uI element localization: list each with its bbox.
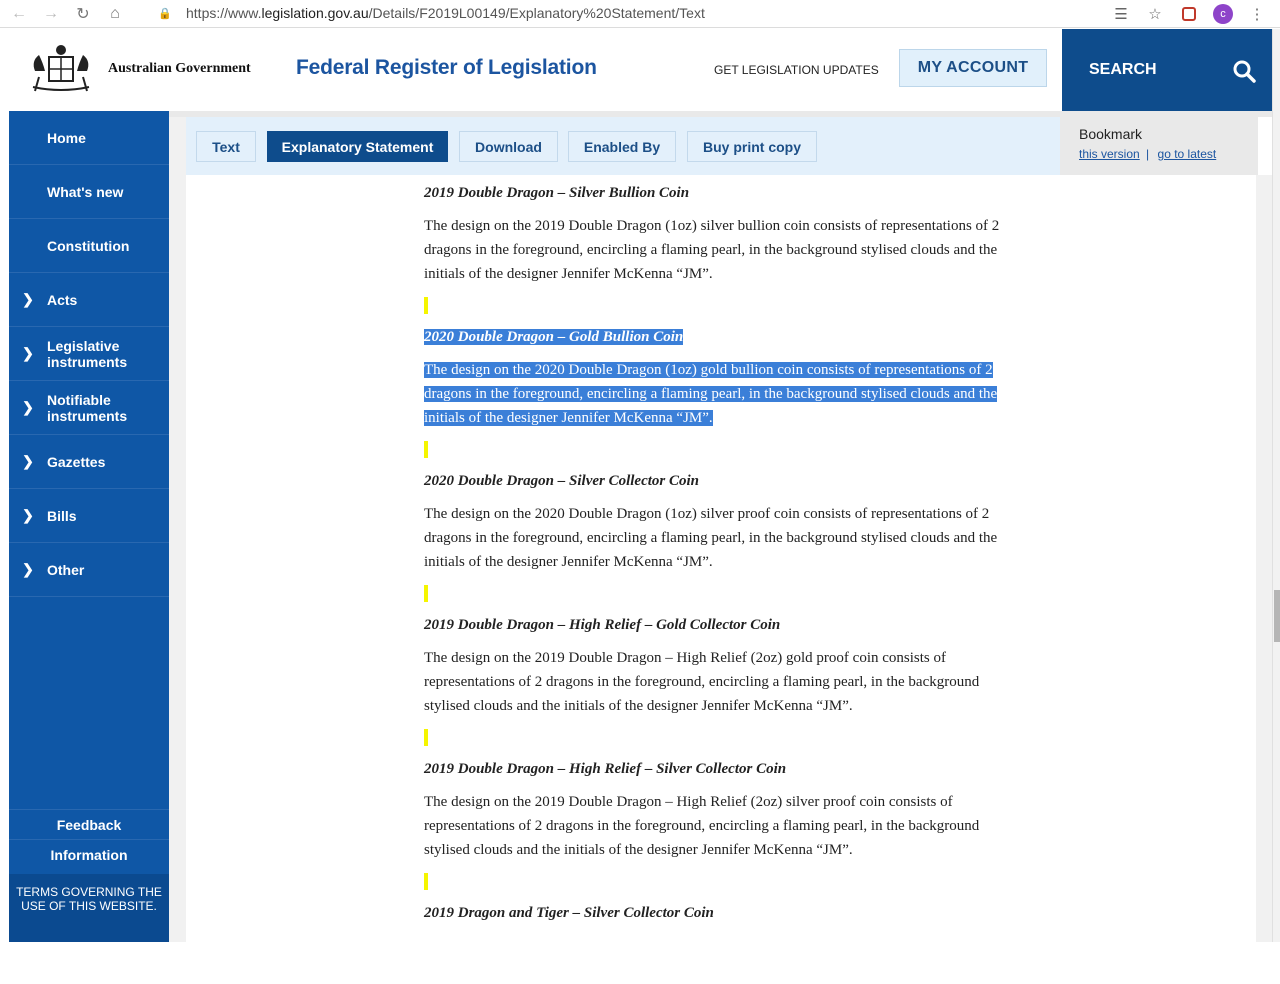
chevron-right-icon: ❯ [22, 291, 34, 307]
legislation-updates-link[interactable]: GET LEGISLATION UPDATES [714, 63, 879, 77]
sidebar-item-other[interactable] [9, 543, 169, 597]
sidebar-item-label: Constitution [47, 237, 130, 254]
content-gutter [169, 117, 186, 942]
sidebar-item-label: Acts [47, 291, 78, 308]
page-bottom [0, 942, 1280, 984]
forward-icon[interactable]: → [43, 4, 59, 22]
address-bar[interactable] [148, 2, 1203, 24]
sidebar-item-label: Notifiable instruments [47, 391, 128, 424]
sidebar-item-label: Home [47, 129, 86, 146]
bookmark-separator: | [1146, 147, 1150, 161]
sidebar-item-home[interactable] [9, 111, 169, 165]
section-heading [424, 329, 683, 346]
url-host: legislation.gov.au [261, 5, 369, 21]
url-prefix: https://www. [186, 5, 262, 21]
sidebar-item-constitution[interactable] [9, 219, 169, 273]
section-heading: 2019 Double Dragon – High Relief – Gold Collector Coin [424, 617, 781, 633]
translate-icon[interactable]: ☰ [1114, 6, 1128, 23]
tab-enabled-by[interactable]: Enabled By [568, 131, 676, 162]
section-paragraph: The design on the 2019 Double Dragon – High Relief (2oz) silver proof coin consists of representations of 2 dragons in the foreground, encircling a flaming pearl, in the background stylised clouds and the initials of the designer Jennifer McKenna “JM”. [424, 794, 980, 858]
sidebar-item-whats-new[interactable] [9, 165, 169, 219]
tab-download[interactable]: Download [459, 131, 558, 162]
my-account-button[interactable]: MY ACCOUNT [899, 49, 1047, 87]
selected-heading-text: 2020 Double Dragon – Gold Bullion Coin [424, 329, 684, 345]
window-edge [0, 29, 9, 942]
content-gutter [1256, 175, 1272, 942]
sidebar-item-bills[interactable] [9, 489, 169, 543]
scrollbar-track[interactable] [1272, 29, 1280, 942]
bookmark-title: Bookmark [1079, 126, 1143, 142]
sidebar-item-gazettes[interactable] [9, 435, 169, 489]
highlight-marker [424, 873, 428, 890]
section-heading: 2019 Double Dragon – High Relief – Silver Collector Coin [424, 761, 787, 777]
reload-icon[interactable]: ↻ [76, 5, 90, 23]
go-to-latest-link[interactable]: go to latest [1157, 147, 1217, 161]
lock-icon: 🔒 [158, 7, 172, 20]
selected-paragraph-text: The design on the 2020 Double Dragon (1oz) gold bullion coin consists of representations of 2 dragons in the foreground, encircling a flaming pearl, in the background stylised clouds and the initials of the designer Jennifer McKenna “JM”. [424, 362, 998, 426]
chevron-right-icon: ❯ [22, 507, 34, 523]
scrollbar-thumb[interactable] [1274, 590, 1280, 642]
tab-explanatory-statement[interactable]: Explanatory Statement [267, 131, 448, 162]
search-button[interactable] [1062, 29, 1272, 111]
sidebar-item-label: Gazettes [47, 453, 106, 470]
tab-text[interactable]: Text [196, 131, 256, 162]
chevron-right-icon: ❯ [22, 345, 34, 361]
browser-toolbar [0, 0, 1280, 28]
site-header [9, 29, 1062, 111]
site-title[interactable]: Federal Register of Legislation [296, 56, 597, 79]
chevron-right-icon: ❯ [22, 399, 34, 415]
highlight-marker [424, 441, 428, 458]
government-name: Australian Government [108, 61, 251, 76]
url-path: /Details/F2019L00149/Explanatory%20Statement/Text [368, 5, 705, 21]
sidebar-item-acts[interactable] [9, 273, 169, 327]
menu-icon[interactable]: ⋮ [1249, 6, 1265, 23]
bookmark-panel [1060, 117, 1258, 175]
tab-bar [186, 117, 1060, 175]
information-link[interactable]: Information [9, 839, 169, 869]
sidebar-item-label: Legislative instruments [47, 337, 128, 370]
terms-link[interactable]: TERMS GOVERNING THE USE OF THIS WEBSITE. [9, 874, 169, 942]
coat-of-arms-icon [25, 41, 97, 95]
sidebar-nav [9, 111, 169, 942]
chevron-right-icon: ❯ [22, 453, 34, 469]
extension-icon[interactable] [1178, 3, 1200, 25]
section-heading: 2019 Double Dragon – Silver Bullion Coin [424, 185, 690, 201]
sidebar-item-label: Bills [47, 507, 77, 524]
chevron-right-icon: ❯ [22, 561, 34, 577]
highlight-marker [424, 297, 428, 314]
sidebar-item-legislative-instruments[interactable] [9, 327, 169, 381]
sidebar-item-label: Other [47, 561, 85, 578]
search-icon [1232, 59, 1256, 83]
this-version-link[interactable]: this version [1079, 147, 1140, 161]
back-icon[interactable]: ← [11, 4, 27, 22]
highlight-marker [424, 585, 428, 602]
feedback-link[interactable]: Feedback [9, 809, 169, 839]
section-heading: 2020 Double Dragon – Silver Collector Coin [424, 473, 700, 489]
section-paragraph: The design on the 2019 Double Dragon (1oz) silver bullion coin consists of representations of 2 dragons in the foreground, encircling a flaming pearl, in the background stylised clouds and the initials of the designer Jennifer McKenna “JM”. [424, 218, 1000, 282]
search-label: SEARCH [1089, 61, 1157, 78]
section-paragraph-selected [424, 358, 1024, 430]
section-heading: 2019 Dragon and Tiger – Silver Collector Coin [424, 905, 714, 921]
star-icon[interactable]: ☆ [1148, 6, 1162, 23]
sidebar-item-label: What's new [47, 183, 124, 200]
home-icon[interactable]: ⌂ [110, 4, 120, 22]
profile-avatar[interactable]: c [1212, 3, 1234, 25]
tab-buy-print-copy[interactable]: Buy print copy [687, 131, 817, 162]
section-paragraph: The design on the 2019 Double Dragon – High Relief (2oz) gold proof coin consists of representations of 2 dragons in the foreground, encircling a flaming pearl, in the background stylised clouds and the initials of the designer Jennifer McKenna “JM”. [424, 650, 980, 714]
highlight-marker [424, 729, 428, 746]
sidebar-item-notifiable-instruments[interactable] [9, 381, 169, 435]
section-paragraph: The design on the 2020 Double Dragon (1oz) silver proof coin consists of representations of 2 dragons in the foreground, encircling a flaming pearl, in the background stylised clouds and the initials of the designer Jennifer McKenna “JM”. [424, 506, 998, 570]
